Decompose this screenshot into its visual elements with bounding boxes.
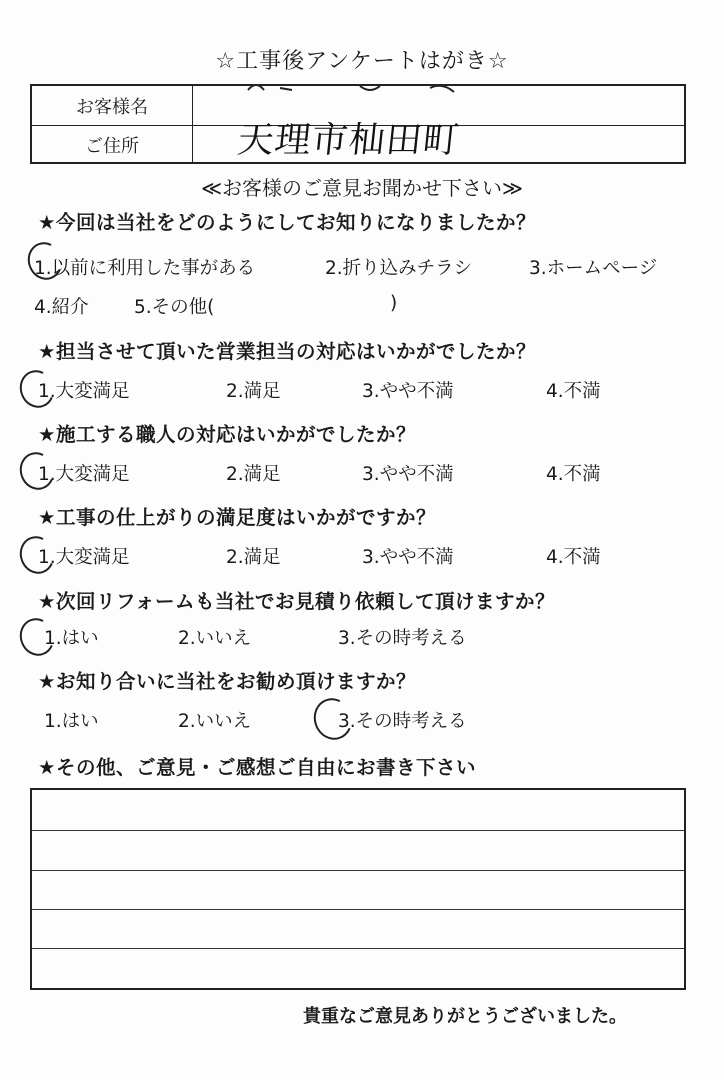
q3-option-1[interactable]: 1.大変満足 (38, 464, 130, 485)
handwritten-name-fragments (240, 78, 480, 100)
q6-option-1[interactable]: 1.はい (44, 711, 99, 732)
comments-heading: ★その他、ご意見・ご感想ご自由にお書き下さい (38, 756, 476, 779)
comment-line (32, 948, 684, 949)
question-1-text: ★今回は当社をどのようにしてお知りになりましたか？ (38, 211, 536, 234)
comments-box[interactable] (30, 788, 686, 990)
q4-option-4[interactable]: 4.不満 (546, 547, 601, 568)
q5-option-2[interactable]: 2.いいえ (178, 628, 252, 649)
survey-title: ☆工事後アンケートはがき☆ (215, 49, 509, 74)
q1-option-1[interactable]: 1.以前に利用した事がある (34, 258, 256, 279)
q2-option-1[interactable]: 1.大変満足 (38, 381, 130, 402)
comment-line (32, 870, 684, 871)
q4-option-1[interactable]: 1.大変満足 (38, 547, 130, 568)
customer-address-label: ご住所 (32, 125, 193, 164)
q2-option-4[interactable]: 4.不満 (546, 381, 601, 402)
handwritten-address: 天理市杣田町 (235, 120, 462, 161)
question-5-text: ★次回リフォームも当社でお見積り依頼して頂けますか？ (38, 590, 556, 613)
q6-option-2[interactable]: 2.いいえ (178, 711, 252, 732)
thanks-message: 貴重なご意見ありがとうございました。 (303, 1006, 627, 1027)
q5-option-1[interactable]: 1.はい (44, 628, 99, 649)
q4-option-3[interactable]: 3.やや不満 (362, 547, 454, 568)
comment-line (32, 830, 684, 831)
question-3-text: ★施工する職人の対応はいかがでしたか？ (38, 423, 416, 446)
q1-option-4[interactable]: 4.紹介 (34, 297, 89, 318)
q2-option-3[interactable]: 3.やや不満 (362, 381, 454, 402)
comment-line (32, 909, 684, 910)
question-6-text: ★お知り合いに当社をお勧め頂けますか？ (38, 670, 416, 693)
q1-option-3[interactable]: 3.ホームページ (529, 258, 658, 279)
q3-option-2[interactable]: 2.満足 (226, 464, 281, 485)
q2-option-2[interactable]: 2.満足 (226, 381, 281, 402)
q1-option-2[interactable]: 2.折り込みチラシ (325, 258, 473, 279)
customer-name-label: お客様名 (32, 86, 193, 125)
q4-option-2[interactable]: 2.満足 (226, 547, 281, 568)
q6-option-3[interactable]: 3.その時考える (338, 711, 467, 732)
question-2-text: ★担当させて頂いた営業担当の対応はいかがでしたか？ (38, 340, 536, 363)
survey-subtitle: ≪お客様のご意見お聞かせ下さい≫ (201, 176, 523, 200)
q1-option-5-close: ) (390, 293, 398, 314)
question-4-text: ★工事の仕上がりの満足度はいかがですか？ (38, 506, 436, 529)
q3-option-3[interactable]: 3.やや不満 (362, 464, 454, 485)
q3-option-4[interactable]: 4.不満 (546, 464, 601, 485)
q1-option-5[interactable]: 5.その他( (134, 297, 215, 318)
q5-option-3[interactable]: 3.その時考える (338, 628, 467, 649)
